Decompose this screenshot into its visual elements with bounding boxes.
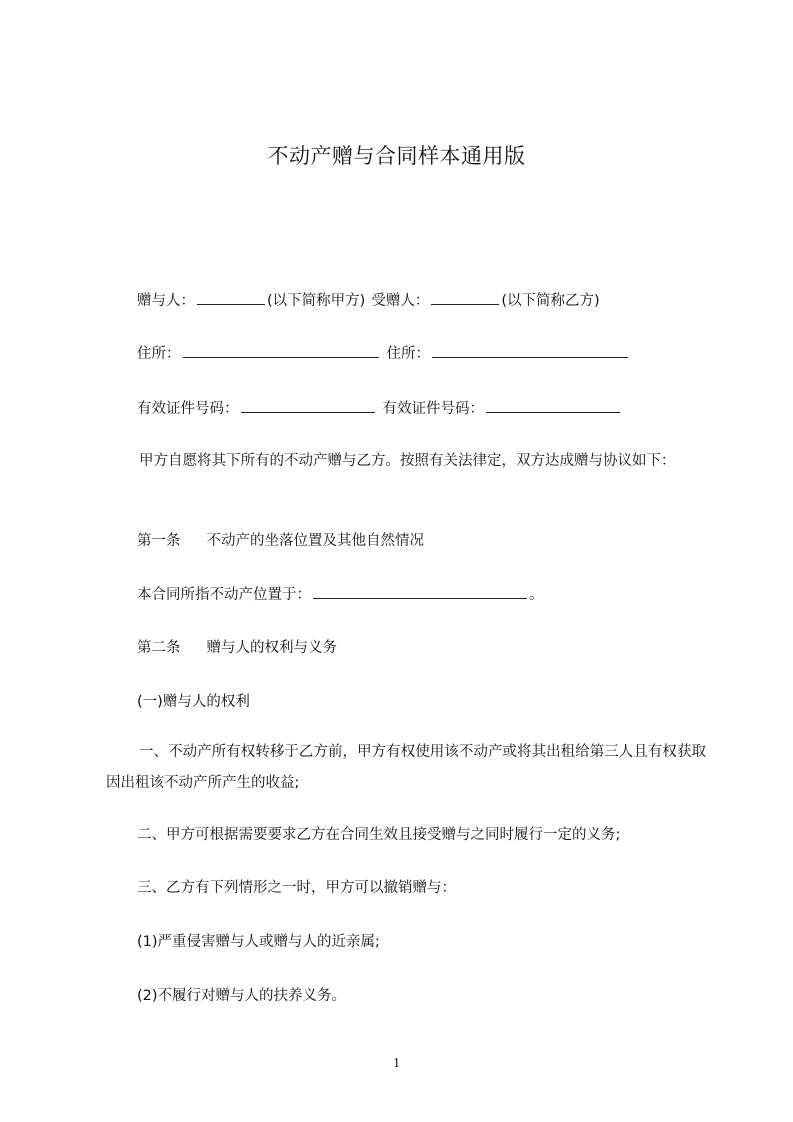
location-line <box>137 584 544 606</box>
article-1-title: 不动产的坐落位置及其他自然情况 <box>206 533 424 549</box>
article-2-number: 第二条 <box>137 640 181 656</box>
location-label: 本合同所指不动产位置于： <box>137 587 311 603</box>
donor-note: (以下简称甲方) <box>267 293 366 309</box>
donor-id-blank <box>241 398 375 413</box>
clause-3: 三、乙方有下列情形之一时，甲方可以撤销赠与： <box>137 880 456 896</box>
donee-address-label: 住所： <box>386 346 430 362</box>
donor-address-blank <box>183 343 379 358</box>
donee-label: 受赠人： <box>371 293 430 309</box>
donee-id-label: 有效证件号码： <box>382 401 484 417</box>
clause-3-item-2: (2)不履行对赠与人的扶养义务。 <box>137 988 347 1004</box>
page-number: 1 <box>393 1056 400 1071</box>
parties-line <box>137 290 600 312</box>
clause-2: 二、甲方可根据需要要求乙方在合同生效且接受赠与之同时履行一定的义务; <box>137 827 621 843</box>
intro-paragraph: 甲方自愿将其下所有的不动产赠与乙方。按照有关法律定，双方达成赠与协议如下： <box>139 453 676 469</box>
id-number-line <box>137 398 622 420</box>
article-2-heading <box>137 637 337 659</box>
donor-label: 赠与人： <box>137 293 195 309</box>
donor-address-label: 住所： <box>137 346 181 362</box>
donee-address-blank <box>432 343 628 358</box>
donee-id-blank <box>486 398 620 413</box>
address-line <box>137 343 630 365</box>
article-1-heading <box>137 530 424 552</box>
clause-3-item-1: (1)严重侵害赠与人或赠与人的近亲属; <box>137 934 380 950</box>
donor-id-label: 有效证件号码： <box>137 401 239 417</box>
article-2-title: 赠与人的权利与义务 <box>206 640 337 656</box>
donor-name-blank <box>197 290 265 305</box>
donee-name-blank <box>431 290 499 305</box>
location-blank <box>313 584 527 599</box>
section-1-heading: (一)赠与人的权利 <box>137 694 250 710</box>
location-end: 。 <box>529 587 544 603</box>
donee-note: (以下简称乙方) <box>501 293 600 309</box>
document-title: 不动产赠与合同样本通用版 <box>267 144 526 168</box>
clause-1: 一、不动产所有权转移于乙方前，甲方有权使用该不动产或将其出租给第三人且有权获取因出租该不动产所产生的收益; <box>106 744 706 791</box>
article-1-number: 第一条 <box>137 533 181 549</box>
